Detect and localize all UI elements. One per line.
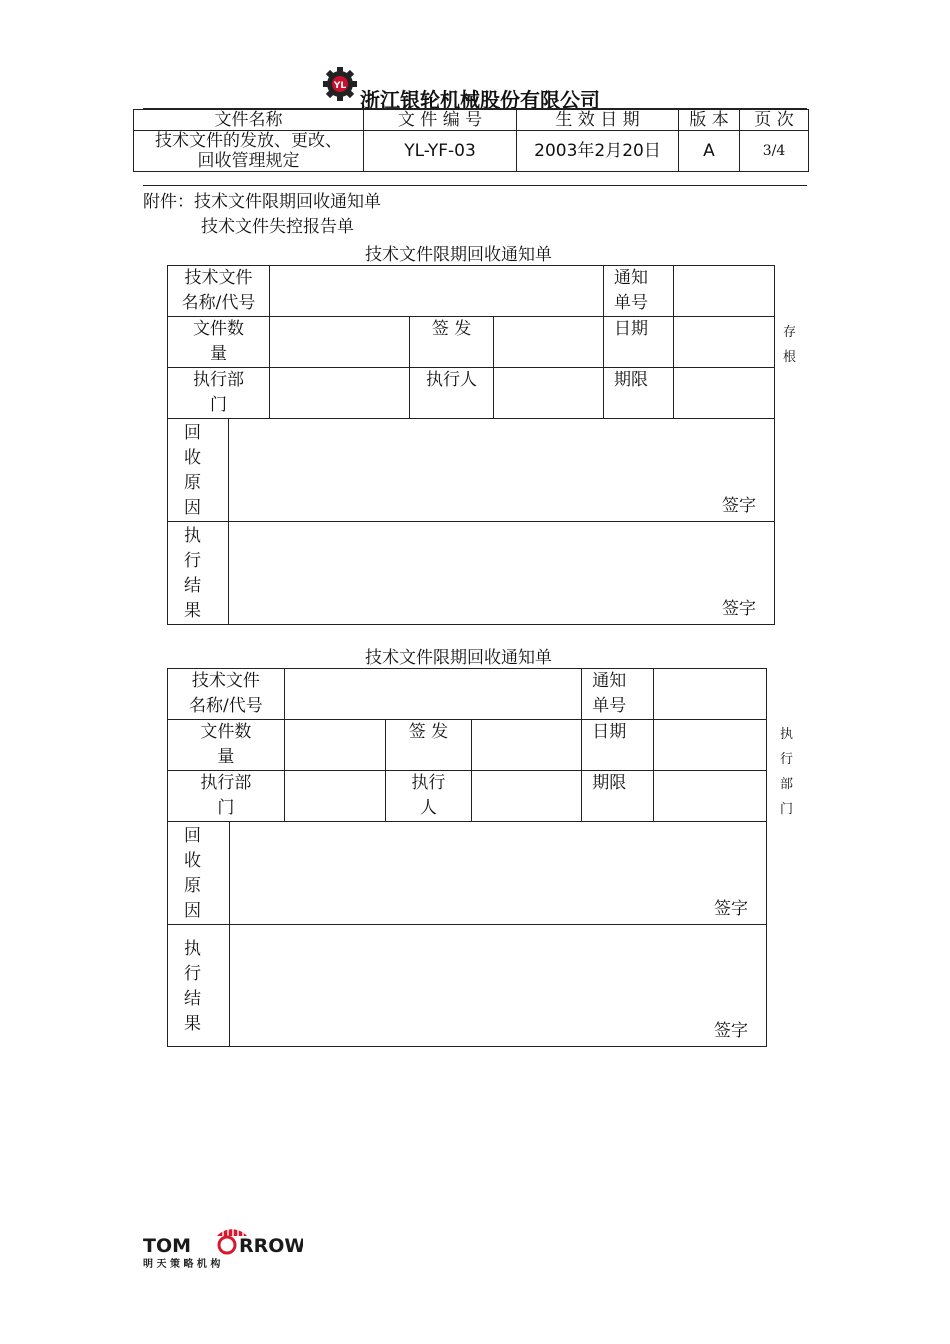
attachments [143,190,381,240]
doc-name-value: 技术文件的发放、更改、 回收管理规定 [134,131,364,172]
svg-text:明 天 策 略 机 构: 明 天 策 略 机 构 [143,1259,221,1270]
label-notice-no: 通知 单号 [604,266,674,317]
label-quantity: 文件数 量 [168,720,285,771]
col-page: 页 次 [740,110,809,131]
recall-notice-form-stub [167,265,775,625]
label-name-code: 技术文件 名称/代号 [168,266,270,317]
label-result: 执 行 结 果 [168,522,229,625]
input-exec-dept[interactable] [270,368,410,419]
header-bottom-rule [143,185,807,186]
label-name-code: 技术文件 名称/代号 [168,669,285,720]
form-title: 技术文件限期回收通知单 [365,245,552,265]
label-issuer: 签 发 [410,317,494,368]
input-result[interactable] [229,925,766,1047]
label-exec-dept: 执行部 门 [168,771,285,822]
label-executor: 执行 人 [386,771,471,822]
label-issuer: 签 发 [386,720,471,771]
svg-text:YL: YL [333,81,347,91]
signature-label: 签字 [714,1021,748,1041]
input-date[interactable] [674,317,775,368]
label-executor: 执行人 [410,368,494,419]
input-reason[interactable] [229,419,775,522]
input-quantity[interactable] [284,720,386,771]
label-exec-dept: 执行部 门 [168,368,270,419]
label-date: 日期 [582,720,654,771]
attachment-item: 技术文件限期回收通知单 [194,192,381,212]
doc-number-value: YL-YF-03 [364,131,517,172]
input-date[interactable] [654,720,767,771]
col-doc-name: 文件名称 [134,110,364,131]
input-name-code[interactable] [270,266,604,317]
input-notice-no[interactable] [654,669,767,720]
company-name: 浙江银轮机械股份有限公司 [360,88,600,112]
gear-logo-icon [322,66,358,102]
input-exec-dept[interactable] [284,771,386,822]
tomorrow-logo-icon [143,1212,303,1270]
signature-label: 签字 [722,496,757,516]
side-label-dept: 执 行 部 门 [780,727,794,817]
doc-header-table [133,109,809,172]
page-value: 3/4 [740,131,809,172]
label-reason: 回 收 原 因 [168,822,230,925]
input-notice-no[interactable] [674,266,775,317]
footer-logo [143,1212,303,1270]
attachment-item: 技术文件失控报告单 [201,217,354,237]
label-deadline: 期限 [604,368,674,419]
attachments-label: 附件： [143,192,194,212]
input-result[interactable] [229,522,775,625]
input-executor[interactable] [494,368,604,419]
effective-date-value: 2003年2月20日 [517,131,679,172]
input-executor[interactable] [471,771,582,822]
side-label-stub: 存 根 [783,325,797,365]
col-doc-number: 文 件 编 号 [364,110,517,131]
label-reason: 回 收 原 因 [168,419,229,522]
form-title: 技术文件限期回收通知单 [365,648,552,668]
label-date: 日期 [604,317,674,368]
col-version: 版 本 [679,110,740,131]
input-name-code[interactable] [284,669,581,720]
company-logo [322,66,358,102]
label-notice-no: 通知 单号 [582,669,654,720]
label-deadline: 期限 [582,771,654,822]
input-deadline[interactable] [654,771,767,822]
input-reason[interactable] [229,822,766,925]
signature-label: 签字 [714,899,748,919]
signature-label: 签字 [722,599,757,619]
recall-notice-form-dept [167,668,767,1047]
svg-text:TOM: TOM [143,1235,192,1257]
input-issuer[interactable] [494,317,604,368]
version-value: A [679,131,740,172]
input-deadline[interactable] [674,368,775,419]
svg-text:RROW: RROW [239,1235,303,1257]
input-quantity[interactable] [270,317,410,368]
col-effective-date: 生 效 日 期 [517,110,679,131]
label-result: 执 行 结 果 [168,925,230,1047]
input-issuer[interactable] [471,720,582,771]
label-quantity: 文件数 量 [168,317,270,368]
